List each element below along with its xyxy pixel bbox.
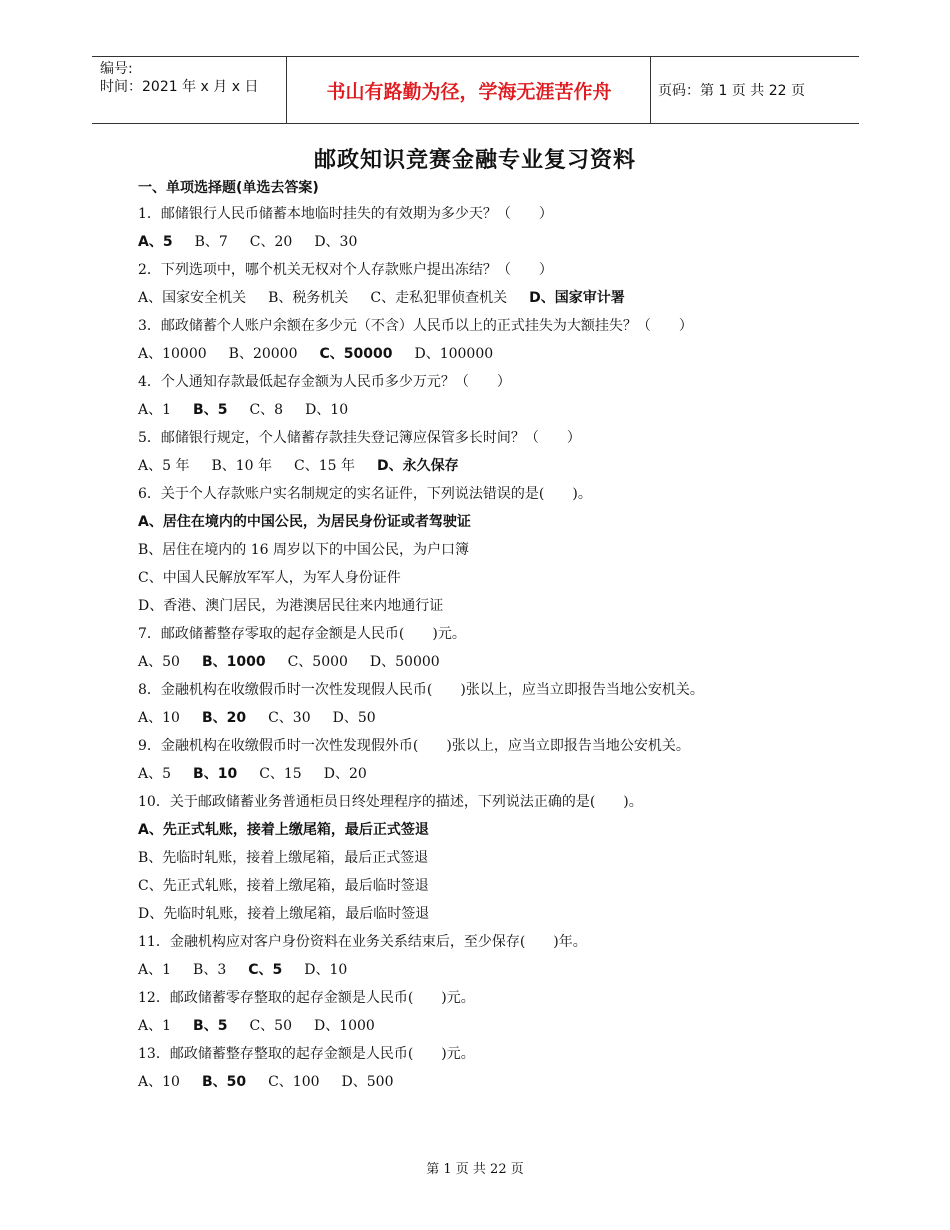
option: A、1 — [138, 1018, 172, 1034]
header-meta — [100, 60, 258, 96]
answer-option: A、5 — [138, 234, 173, 250]
answer-option: C、5 — [248, 962, 283, 978]
question-text: 6．关于个人存款账户实名制规定的实名证件，下列说法错误的是( )。 — [138, 486, 592, 502]
option: C、中国人民解放军军人，为军人身份证件 — [138, 570, 401, 586]
answer-option: B、5 — [193, 402, 228, 418]
question-text: 10．关于邮政储蓄业务普通柜员日终处理程序的描述，下列说法正确的是( )。 — [138, 794, 643, 810]
option: B、居住在境内的 16 周岁以下的中国公民，为户口簿 — [138, 542, 470, 558]
answer-option: B、1000 — [201, 654, 266, 670]
options-row — [138, 704, 858, 732]
answer-option: D、国家审计署 — [529, 290, 625, 306]
section-heading: 一、单项选择题(单选去答案) — [138, 180, 319, 196]
answer-option: C、50000 — [319, 346, 393, 362]
option: D、50 — [332, 710, 376, 726]
option: B、7 — [194, 234, 228, 250]
question-list — [138, 176, 858, 1096]
option: C、30 — [268, 710, 311, 726]
option: A、10 — [138, 1074, 180, 1090]
option: C、20 — [249, 234, 293, 250]
question-text: 7．邮政储蓄整存零取的起存金额是人民币( )元。 — [138, 626, 466, 642]
option: A、10 — [138, 710, 180, 726]
option: C、走私犯罪侦查机关 — [370, 290, 508, 306]
question-text: 8．金融机构在收缴假币时一次性发现假人民币( )张以上，应当立即报告当地公安机关。 — [138, 682, 704, 698]
answer-option: B、50 — [201, 1074, 247, 1090]
option: D、100000 — [414, 346, 494, 362]
question-text: 9．金融机构在收缴假币时一次性发现假外币( )张以上，应当立即报告当地公安机关。 — [138, 738, 690, 754]
option: C、8 — [249, 402, 284, 418]
question-text: 1．邮储银行人民币储蓄本地临时挂失的有效期为多少天？（ ） — [138, 206, 553, 222]
option: D、10 — [304, 962, 348, 978]
question-text: 4．个人通知存款最低起存金额为人民币多少万元？（ ） — [138, 374, 511, 390]
options-row — [138, 1012, 858, 1040]
answer-option: A、先正式轧账，接着上缴尾箱，最后正式签退 — [138, 822, 429, 838]
header-divider — [286, 57, 287, 123]
option: D、30 — [314, 234, 358, 250]
header-divider — [650, 57, 651, 123]
question-text: 11．金融机构应对客户身份资料在业务关系结束后，至少保存( )年。 — [138, 934, 587, 950]
page-title: 邮政知识竞赛金融专业复习资料 — [313, 148, 636, 173]
option: D、10 — [305, 402, 349, 418]
options-row — [138, 452, 858, 480]
option: B、10 年 — [211, 458, 273, 474]
option: A、国家安全机关 — [138, 290, 247, 306]
option: A、1 — [138, 402, 172, 418]
document-header — [92, 56, 859, 124]
option: D、500 — [341, 1074, 394, 1090]
question-text: 2．下列选项中，哪个机关无权对个人存款账户提出冻结？（ ） — [138, 262, 553, 278]
document-time-label: 时间：2021 年 x 月 x 日 — [100, 79, 259, 95]
answer-option: B、10 — [193, 766, 238, 782]
answer-option: B、20 — [201, 710, 247, 726]
option: D、20 — [323, 766, 367, 782]
options-row — [138, 760, 858, 788]
option: C、15 年 — [294, 458, 356, 474]
question-text: 12．邮政储蓄零存整取的起存金额是人民币( )元。 — [138, 990, 475, 1006]
question-text: 5．邮储银行规定，个人储蓄存款挂失登记簿应保管多长时间？（ ） — [138, 430, 581, 446]
option: C、15 — [259, 766, 302, 782]
option: B、20000 — [228, 346, 298, 362]
option: C、先正式轧账，接着上缴尾箱，最后临时签退 — [138, 878, 429, 894]
option: C、5000 — [287, 654, 348, 670]
option: A、10000 — [138, 346, 207, 362]
options-row — [138, 340, 858, 368]
question-text: 13．邮政储蓄整存整取的起存金额是人民币( )元。 — [138, 1046, 475, 1062]
answer-option: B、5 — [193, 1018, 228, 1034]
option: D、50000 — [369, 654, 440, 670]
options-row — [138, 1068, 858, 1096]
option: B、先临时轧账，接着上缴尾箱，最后正式签退 — [138, 850, 429, 866]
answer-option: D、永久保存 — [377, 458, 459, 474]
option: A、5 — [138, 766, 172, 782]
header-page-number: 页码：第 1 页 共 22 页 — [658, 83, 805, 99]
option: B、税务机关 — [268, 290, 349, 306]
options-row — [138, 396, 858, 424]
answer-option: A、居住在境内的中国公民，为居民身份证或者驾驶证 — [138, 514, 471, 530]
header-motto: 书山有路勤为径，学海无涯苦作舟 — [326, 80, 612, 103]
option: A、1 — [138, 962, 172, 978]
option: D、1000 — [313, 1018, 375, 1034]
options-row — [138, 956, 858, 984]
option: D、先临时轧账，接着上缴尾箱，最后临时签退 — [138, 906, 430, 922]
page-footer: 第 1 页 共 22 页 — [426, 1162, 524, 1177]
option: B、3 — [193, 962, 227, 978]
options-row — [138, 228, 858, 256]
document-code-label: 编号: — [100, 61, 133, 77]
option: A、50 — [138, 654, 180, 670]
options-row — [138, 284, 858, 312]
question-text: 3．邮政储蓄个人账户余额在多少元（不含）人民币以上的正式挂失为大额挂失？（ ） — [138, 318, 693, 334]
option: C、50 — [249, 1018, 292, 1034]
option: D、香港、澳门居民，为港澳居民往来内地通行证 — [138, 598, 444, 614]
options-row — [138, 648, 858, 676]
option: C、100 — [268, 1074, 320, 1090]
option: A、5 年 — [138, 458, 190, 474]
